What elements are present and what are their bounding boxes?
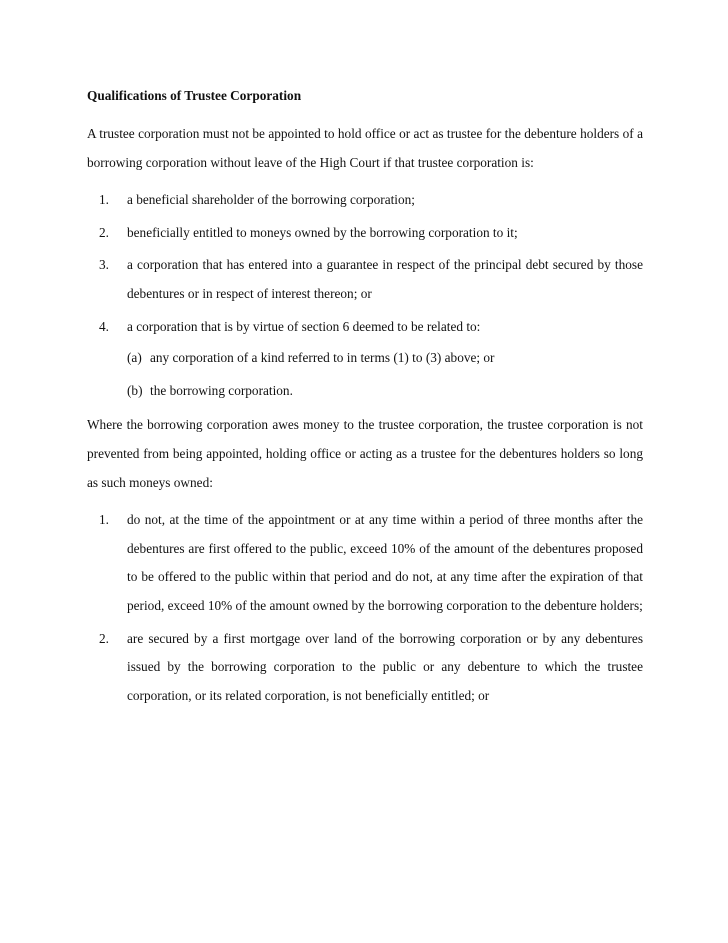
list-item-text: do not, at the time of the appointment or at any time within a period of three months after the debentures are first offered to the public, exceed 10% of the amount of the debentures proposed to be offered to the public within that period and do not, at any time after the expiration of that period, exceed 10% of the amount owned by the borrowing corporation to the debenture holders;	[127, 512, 643, 613]
disqualification-list	[87, 186, 643, 405]
list-item-number: 2.	[99, 224, 109, 240]
list-item	[87, 506, 643, 620]
list-item-text: a beneficial shareholder of the borrowing corporation;	[127, 192, 415, 208]
list-item-number: 1.	[99, 512, 109, 528]
list-item-text: a corporation that is by virtue of section 6 deemed to be related to:	[127, 318, 481, 334]
list-item-text: are secured by a first mortgage over land of the borrowing corporation or by any debentures issued by the borrowing corporation to the public or any debenture to which the trustee corporation, or its related corporation, is not beneficially entitled; or	[127, 630, 643, 703]
sublist-item-letter: (b)	[127, 382, 143, 398]
document-page	[87, 82, 643, 716]
list-item-text: a corporation that has entered into a guarantee in respect of the principal debt secured by those debentures or in respect of interest thereon; or	[127, 257, 643, 301]
section-heading: Qualifications of Trustee Corporation	[87, 88, 302, 103]
conditions-list	[87, 506, 643, 710]
list-item-number: 2.	[99, 630, 109, 646]
moneys-owed-paragraph: Where the borrowing corporation awes money to the trustee corporation, the trustee corporation is not prevented from being appointed, holding office or acting as a trustee for the debentures holders so long as such moneys owned:	[87, 417, 643, 490]
list-item-number: 1.	[99, 192, 109, 208]
list-item	[87, 251, 643, 308]
list-item	[87, 219, 643, 248]
sublist-item	[127, 377, 643, 406]
sublist-item-letter: (a)	[127, 350, 142, 366]
sublist-item-text: any corporation of a kind referred to in terms (1) to (3) above; or	[150, 350, 495, 366]
sublist-item-text: the borrowing corporation.	[150, 382, 293, 398]
intro-paragraph: A trustee corporation must not be appointed to hold office or act as trustee for the debenture holders of a borrowing corporation without leave of the High Court if that trustee corporation is:	[87, 126, 643, 170]
list-item-number: 3.	[99, 257, 109, 273]
list-item	[87, 625, 643, 711]
list-item	[87, 186, 643, 215]
sublist-item	[127, 344, 643, 373]
list-item-text: beneficially entitled to moneys owned by the borrowing corporation to it;	[127, 224, 518, 240]
related-corporation-sublist	[127, 344, 643, 405]
list-item-number: 4.	[99, 318, 109, 334]
list-item	[87, 313, 643, 406]
